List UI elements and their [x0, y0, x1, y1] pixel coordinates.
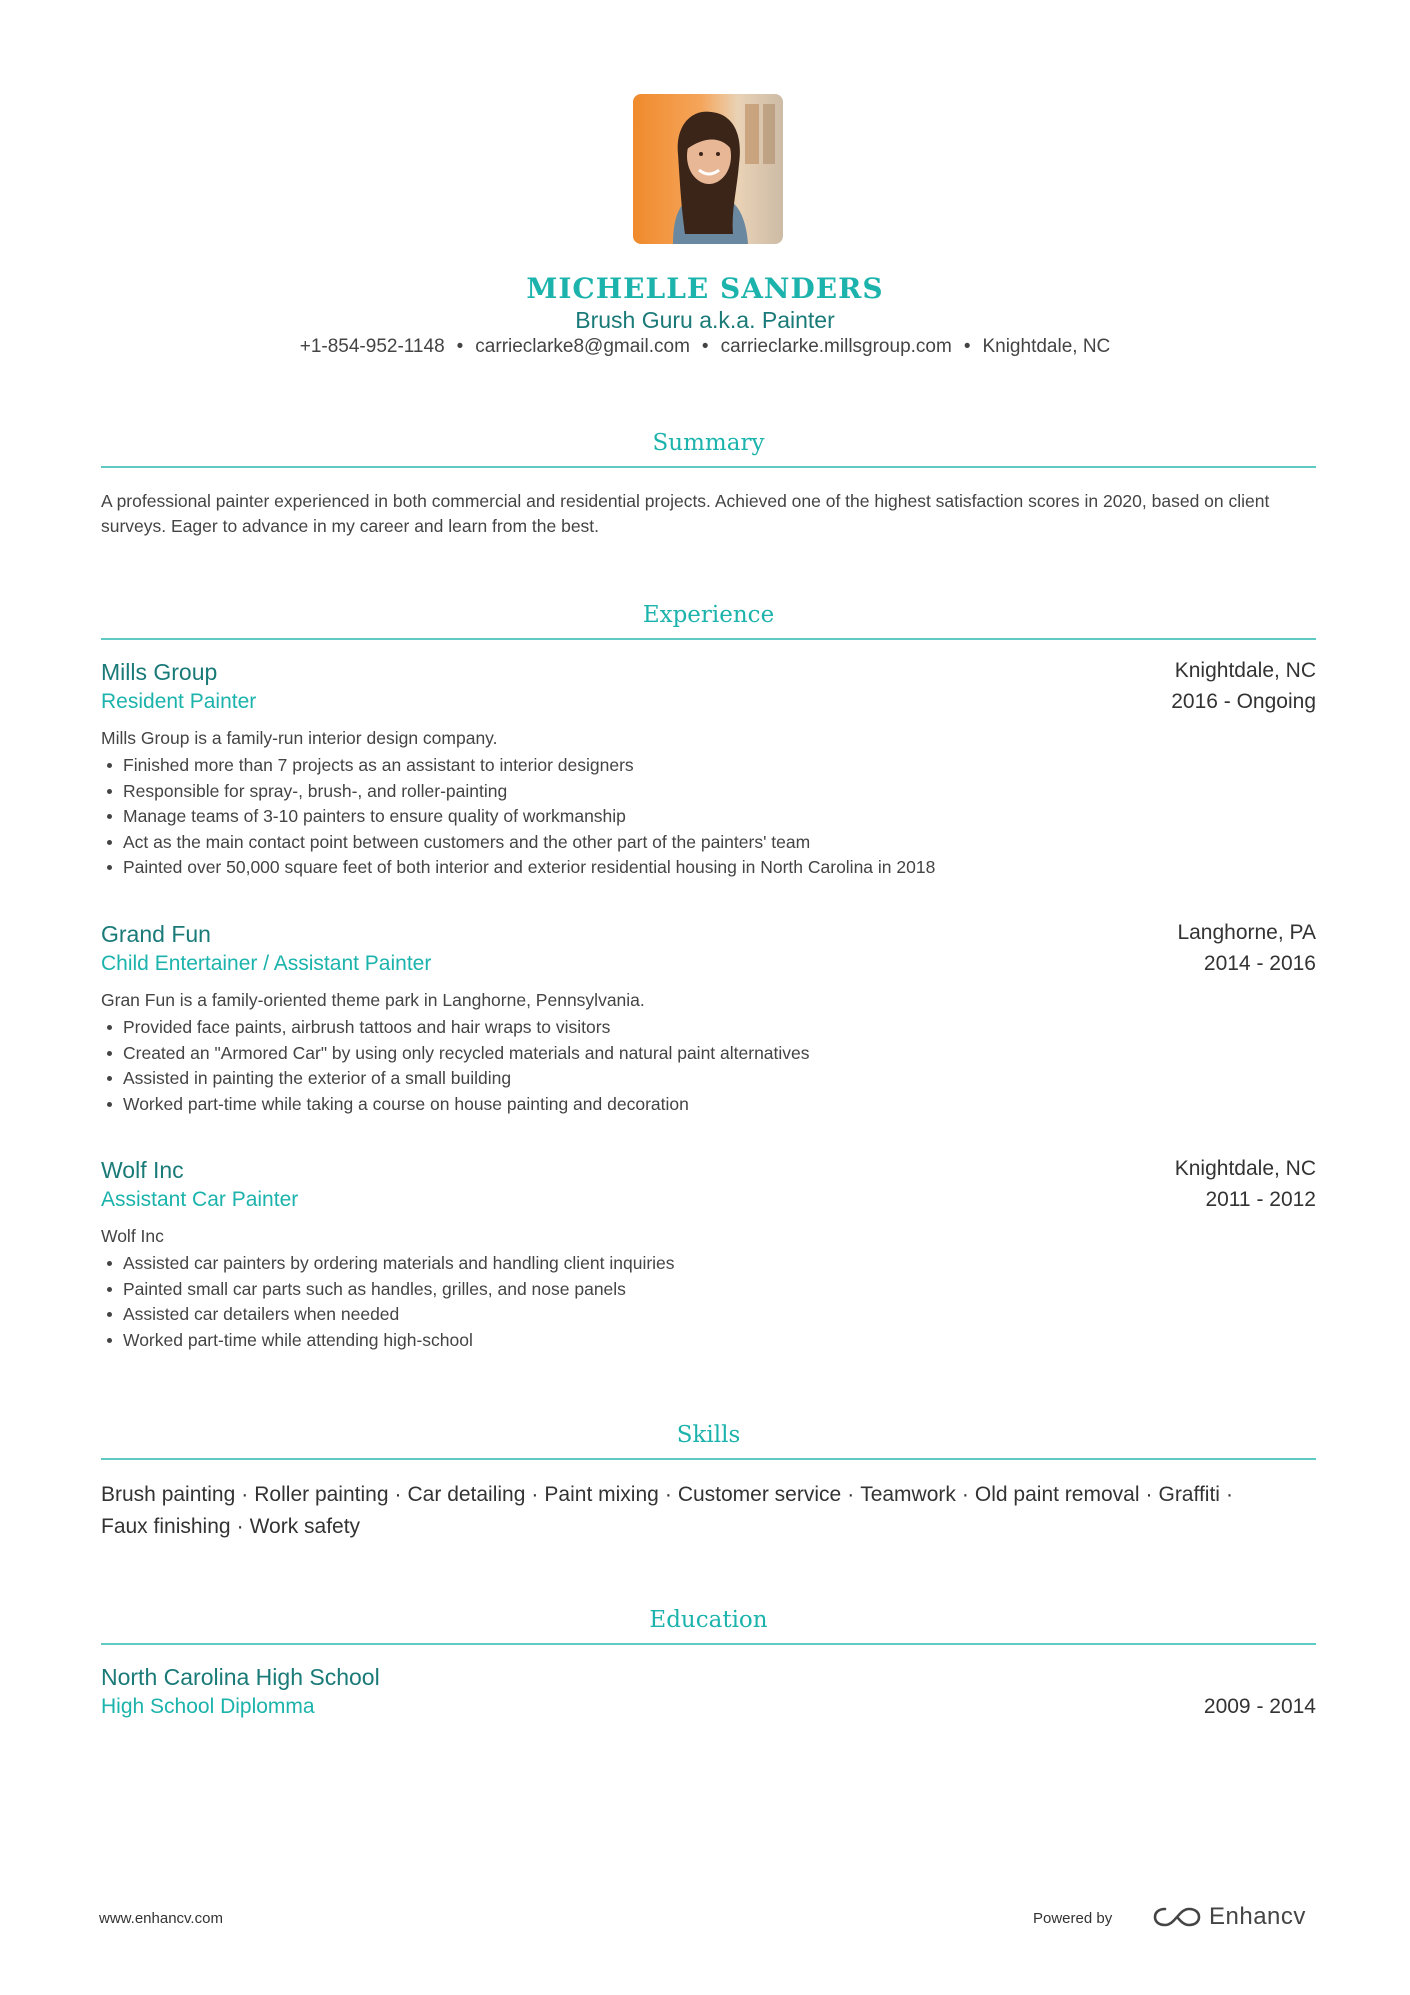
- bullet-dot-icon: [107, 763, 112, 768]
- experience-entry: [101, 1157, 1316, 1353]
- skills-list: [101, 1479, 1316, 1543]
- email-link[interactable]: carrieclarke8@gmail.com: [475, 336, 690, 357]
- skill-item: Customer service: [677, 1483, 842, 1506]
- company-name: Wolf Inc: [101, 1157, 184, 1183]
- experience-heading: Experience: [642, 602, 775, 628]
- achievement-text: Assisted car detailers when needed: [123, 1304, 400, 1324]
- bullet-dot-icon: [107, 814, 112, 819]
- company-description: Mills Group is a family-run interior design company.: [101, 728, 498, 748]
- education-dates: 2009 - 2014: [1203, 1695, 1316, 1718]
- skill-separator: ·: [241, 1483, 249, 1506]
- achievement-text: Worked part-time while taking a course on house painting and decoration: [123, 1093, 689, 1114]
- contact-separator: •: [963, 336, 971, 357]
- summary-text: A professional painter experienced in both commercial and residential projects. Achieved one of the highest satisfaction scores in 2020, based on client surveys. Eager to advance in my career and learn from the best.: [101, 491, 1270, 536]
- profile-photo: [633, 94, 783, 244]
- bullet-dot-icon: [107, 1312, 112, 1317]
- bullet-dot-icon: [107, 1051, 112, 1056]
- achievement-text: Worked part-time while attending high-school: [123, 1329, 473, 1350]
- achievement-item: [101, 1092, 1316, 1118]
- achievement-item: [101, 1251, 1316, 1277]
- bullet-dot-icon: [107, 865, 112, 870]
- achievement-item: [101, 855, 1316, 881]
- location-text: Knightdale, NC: [982, 336, 1111, 357]
- experience-divider: [101, 638, 1316, 640]
- achievement-item: [101, 1041, 1316, 1067]
- achievement-text: Finished more than 7 projects as an assistant to interior designers: [123, 755, 634, 775]
- job-role: Resident Painter: [101, 690, 257, 713]
- job-location: Knightdale, NC: [1174, 659, 1316, 682]
- summary-divider: [101, 466, 1316, 468]
- experience-entry: [101, 659, 1316, 881]
- skill-separator: ·: [847, 1483, 855, 1506]
- achievement-item: [101, 753, 1316, 779]
- company-name: Mills Group: [101, 659, 218, 685]
- achievement-text: Assisted car painters by ordering materials and handling client inquiries: [123, 1253, 675, 1273]
- skills-divider: [101, 1458, 1316, 1460]
- enhancv-brand-link[interactable]: [1153, 1902, 1306, 1932]
- candidate-name: MICHELLE SANDERS: [526, 272, 884, 305]
- contact-line: [0, 336, 1410, 358]
- bullet-dot-icon: [107, 1102, 112, 1107]
- achievement-item: [101, 779, 1316, 805]
- achievement-list: [101, 1251, 1316, 1353]
- skill-separator: ·: [531, 1483, 539, 1506]
- skill-separator: ·: [664, 1483, 672, 1506]
- education-heading: Education: [649, 1607, 768, 1633]
- skill-separator: ·: [236, 1515, 244, 1538]
- achievement-item: [101, 804, 1316, 830]
- bullet-dot-icon: [107, 1261, 112, 1266]
- skill-item: Car detailing: [407, 1483, 526, 1506]
- job-dates: 2016 - Ongoing: [1171, 690, 1316, 713]
- candidate-headline: Brush Guru a.k.a. Painter: [575, 307, 835, 333]
- achievement-text: Painted small car parts such as handles, grilles, and nose panels: [123, 1278, 626, 1299]
- school-name: North Carolina High School: [101, 1664, 380, 1690]
- job-location: Knightdale, NC: [1174, 1157, 1316, 1180]
- bullet-dot-icon: [107, 840, 112, 845]
- achievement-item: [101, 1328, 1316, 1354]
- enhancv-brand-name: Enhancv: [1209, 1903, 1306, 1930]
- achievement-item: [101, 1066, 1316, 1092]
- bullet-dot-icon: [107, 1076, 112, 1081]
- skill-item: Old paint removal: [974, 1483, 1140, 1506]
- skill-item: Teamwork: [860, 1483, 956, 1506]
- achievement-item: [101, 1015, 1316, 1041]
- skill-item: Graffiti: [1158, 1483, 1220, 1506]
- bullet-dot-icon: [107, 1287, 112, 1292]
- company-description: Gran Fun is a family-oriented theme park in Langhorne, Pennsylvania.: [101, 990, 645, 1010]
- footer-url-link[interactable]: www.enhancv.com: [99, 1910, 223, 1927]
- company-name: Grand Fun: [101, 921, 211, 947]
- powered-by-label: Powered by: [1033, 1910, 1113, 1927]
- job-dates: 2011 - 2012: [1205, 1188, 1316, 1211]
- job-dates: 2014 - 2016: [1203, 952, 1316, 975]
- skill-item: Faux finishing: [101, 1515, 231, 1538]
- skill-item: Work safety: [249, 1515, 361, 1538]
- job-role: Assistant Car Painter: [101, 1188, 299, 1211]
- job-role: Child Entertainer / Assistant Painter: [101, 952, 432, 975]
- company-description: Wolf Inc: [101, 1226, 164, 1246]
- website-link[interactable]: carrieclarke.millsgroup.com: [720, 336, 952, 357]
- achievement-item: [101, 1277, 1316, 1303]
- degree-name: High School Diplomma: [101, 1695, 315, 1718]
- contact-separator: •: [701, 336, 709, 357]
- skill-item: Paint mixing: [544, 1483, 659, 1506]
- achievement-text: Painted over 50,000 square feet of both interior and exterior residential housing in North Carolina in 2018: [123, 857, 936, 877]
- achievement-list: [101, 753, 1316, 881]
- job-location: Langhorne, PA: [1177, 921, 1316, 944]
- achievement-list: [101, 1015, 1316, 1117]
- skill-separator: ·: [961, 1483, 969, 1506]
- achievement-text: Provided face paints, airbrush tattoos and hair wraps to visitors: [123, 1017, 611, 1037]
- skill-item: Roller painting: [254, 1483, 389, 1506]
- skill-separator: ·: [1145, 1483, 1153, 1506]
- skill-separator: ·: [394, 1483, 402, 1506]
- skill-item: Brush painting: [101, 1483, 236, 1506]
- achievement-text: Created an "Armored Car" by using only recycled materials and natural paint alternatives: [123, 1042, 810, 1063]
- education-entry: [101, 1664, 1316, 1726]
- achievement-text: Manage teams of 3-10 painters to ensure quality of workmanship: [123, 806, 626, 826]
- experience-entry: [101, 921, 1316, 1117]
- skills-heading: Skills: [676, 1422, 741, 1448]
- bullet-dot-icon: [107, 1338, 112, 1343]
- achievement-text: Responsible for spray-, brush-, and roller-painting: [123, 780, 508, 801]
- enhancv-logo-icon: [1153, 1905, 1201, 1929]
- achievement-text: Act as the main contact point between customers and the other part of the painters' team: [123, 831, 811, 852]
- achievement-text: Assisted in painting the exterior of a small building: [123, 1068, 512, 1088]
- skill-separator: ·: [1225, 1483, 1233, 1506]
- summary-heading: Summary: [652, 430, 765, 456]
- achievement-item: [101, 830, 1316, 856]
- phone-text[interactable]: +1-854-952-1148: [299, 336, 445, 357]
- achievement-item: [101, 1302, 1316, 1328]
- education-divider: [101, 1643, 1316, 1645]
- bullet-dot-icon: [107, 789, 112, 794]
- contact-separator: •: [456, 336, 464, 357]
- bullet-dot-icon: [107, 1025, 112, 1030]
- profile-photo-image: [633, 94, 783, 244]
